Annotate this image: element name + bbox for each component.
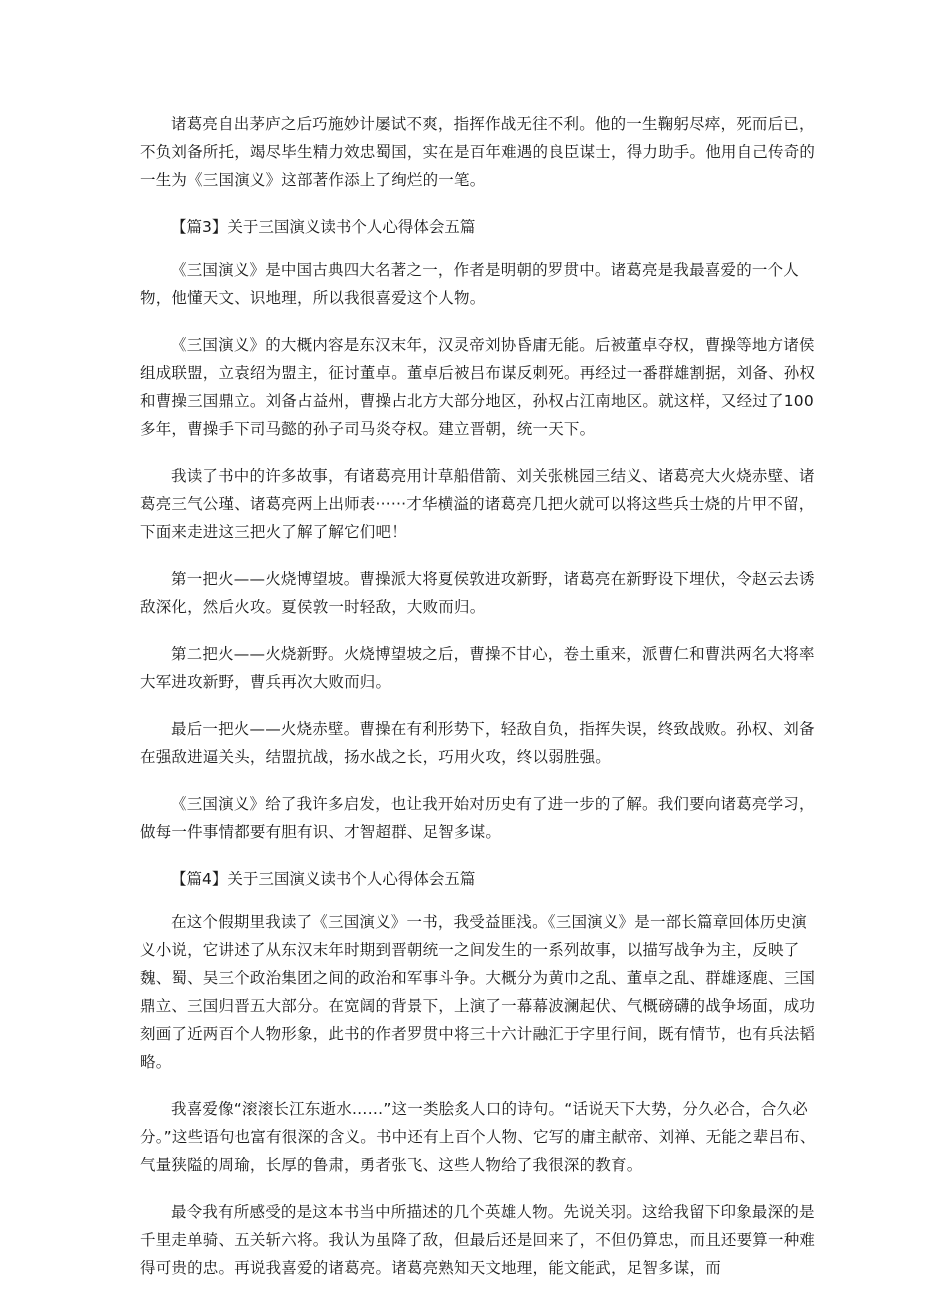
- paragraph-last-fire: 最后一把火——火烧赤壁。曹操在有利形势下，轻敌自负，指挥失误，终致战败。孙权、刘备在强敌进逼关头，结盟抗战，扬水战之长，巧用火攻，终以弱胜强。: [140, 720, 815, 766]
- paragraph-second-fire: 第二把火——火烧新野。火烧博望坡之后，曹操不甘心，卷土重来，派曹仁和曹洪两名大将率大军进攻新野，曹兵再次大败而归。: [140, 645, 815, 691]
- section-heading-3: 【篇3】关于三国演义读书个人心得体会五篇: [171, 218, 476, 236]
- paragraph-heroes: 最令我有所感受的是这本书当中所描述的几个英雄人物。先说关羽。这给我留下印象最深的是千里走单骑、五关斩六将。我认为虽降了敌，但最后还是回来了，不但仍算忠，而且还要算一种难得可贵的忠。再说我喜爱的诸葛亮。诸葛亮熟知天文地理，能文能武，足智多谋，而: [140, 1203, 816, 1277]
- paragraph-summary: 《三国演义》的大概内容是东汉末年，汉灵帝刘协昏庸无能。后被董卓夺权，曹操等地方诸侯组成联盟，立袁绍为盟主，征讨董卓。董卓后被吕布谋反刺死。再经过一番群雄割据，刘备、孙权和曹操三国鼎立。刘备占益州，曹操占北方大部分地区，孙权占江南地区。就这样，又经过了100多年，曹操手下司马懿的孙子司马炎夺权。建立晋朝，统一天下。: [140, 336, 816, 438]
- paragraph-stories: 我读了书中的许多故事，有诸葛亮用计草船借箭、刘关张桃园三结义、诸葛亮大火烧赤壁、诸葛亮三气公瑾、诸葛亮两上出师表······才华横溢的诸葛亮几把火就可以将这些兵士烧的片甲不留，下面来走进这三把火了解了解它们吧！: [140, 467, 815, 541]
- paragraph-holiday-reading: 在这个假期里我读了《三国演义》一书，我受益匪浅。《三国演义》是一部长篇章回体历史演义小说，它讲述了从东汉末年时期到晋朝统一之间发生的一系列故事，以描写战争为主，反映了魏、蜀、吴三个政治集团之间的政治和军事斗争。大概分为黄巾之乱、董卓之乱、群雄逐鹿、三国鼎立、三国归晋五大部分。在宽阔的背景下，上演了一幕幕波澜起伏、气概磅礴的战争场面，成功刻画了近两百个人物形象，此书的作者罗贯中将三十六计融汇于字里行间，既有情节，也有兵法韬略。: [140, 913, 816, 1071]
- document-page: [140, 110, 816, 1301]
- section-heading-4: 【篇4】关于三国演义读书个人心得体会五篇: [171, 870, 476, 888]
- paragraph-zhuge-conclusion: 诸葛亮自出茅庐之后巧施妙计屡试不爽，指挥作战无往不利。他的一生鞠躬尽瘁，死而后已，不负刘备所托，竭尽毕生精力效忠蜀国，实在是百年难遇的良臣谋士，得力助手。他用自己传奇的一生为《三国演义》这部著作添上了绚烂的一笔。: [140, 115, 816, 189]
- paragraph-first-fire: 第一把火——火烧博望坡。曹操派大将夏侯敦进攻新野，诸葛亮在新野设下埋伏，令赵云去诱敌深化，然后火攻。夏侯敦一时轻敌，大败而归。: [140, 570, 815, 616]
- paragraph-inspiration: 《三国演义》给了我许多启发，也让我开始对历史有了进一步的了解。我们要向诸葛亮学习，做每一件事情都要有胆有识、才智超群、足智多谋。: [140, 795, 815, 841]
- paragraph-poems: 我喜爱像“滚滚长江东逝水……”这一类脍炙人口的诗句。“话说天下大势，分久必合，合久必分。”这些语句也富有很深的含义。书中还有上百个人物、它写的庸主献帝、刘禅、无能之辈吕布、气量狭隘的周瑜，长厚的鲁肃，勇者张飞、这些人物给了我很深的教育。: [140, 1100, 816, 1174]
- paragraph-intro: 《三国演义》是中国古典四大名著之一，作者是明朝的罗贯中。诸葛亮是我最喜爱的一个人物，他懂天文、识地理，所以我很喜爱这个人物。: [140, 261, 800, 307]
